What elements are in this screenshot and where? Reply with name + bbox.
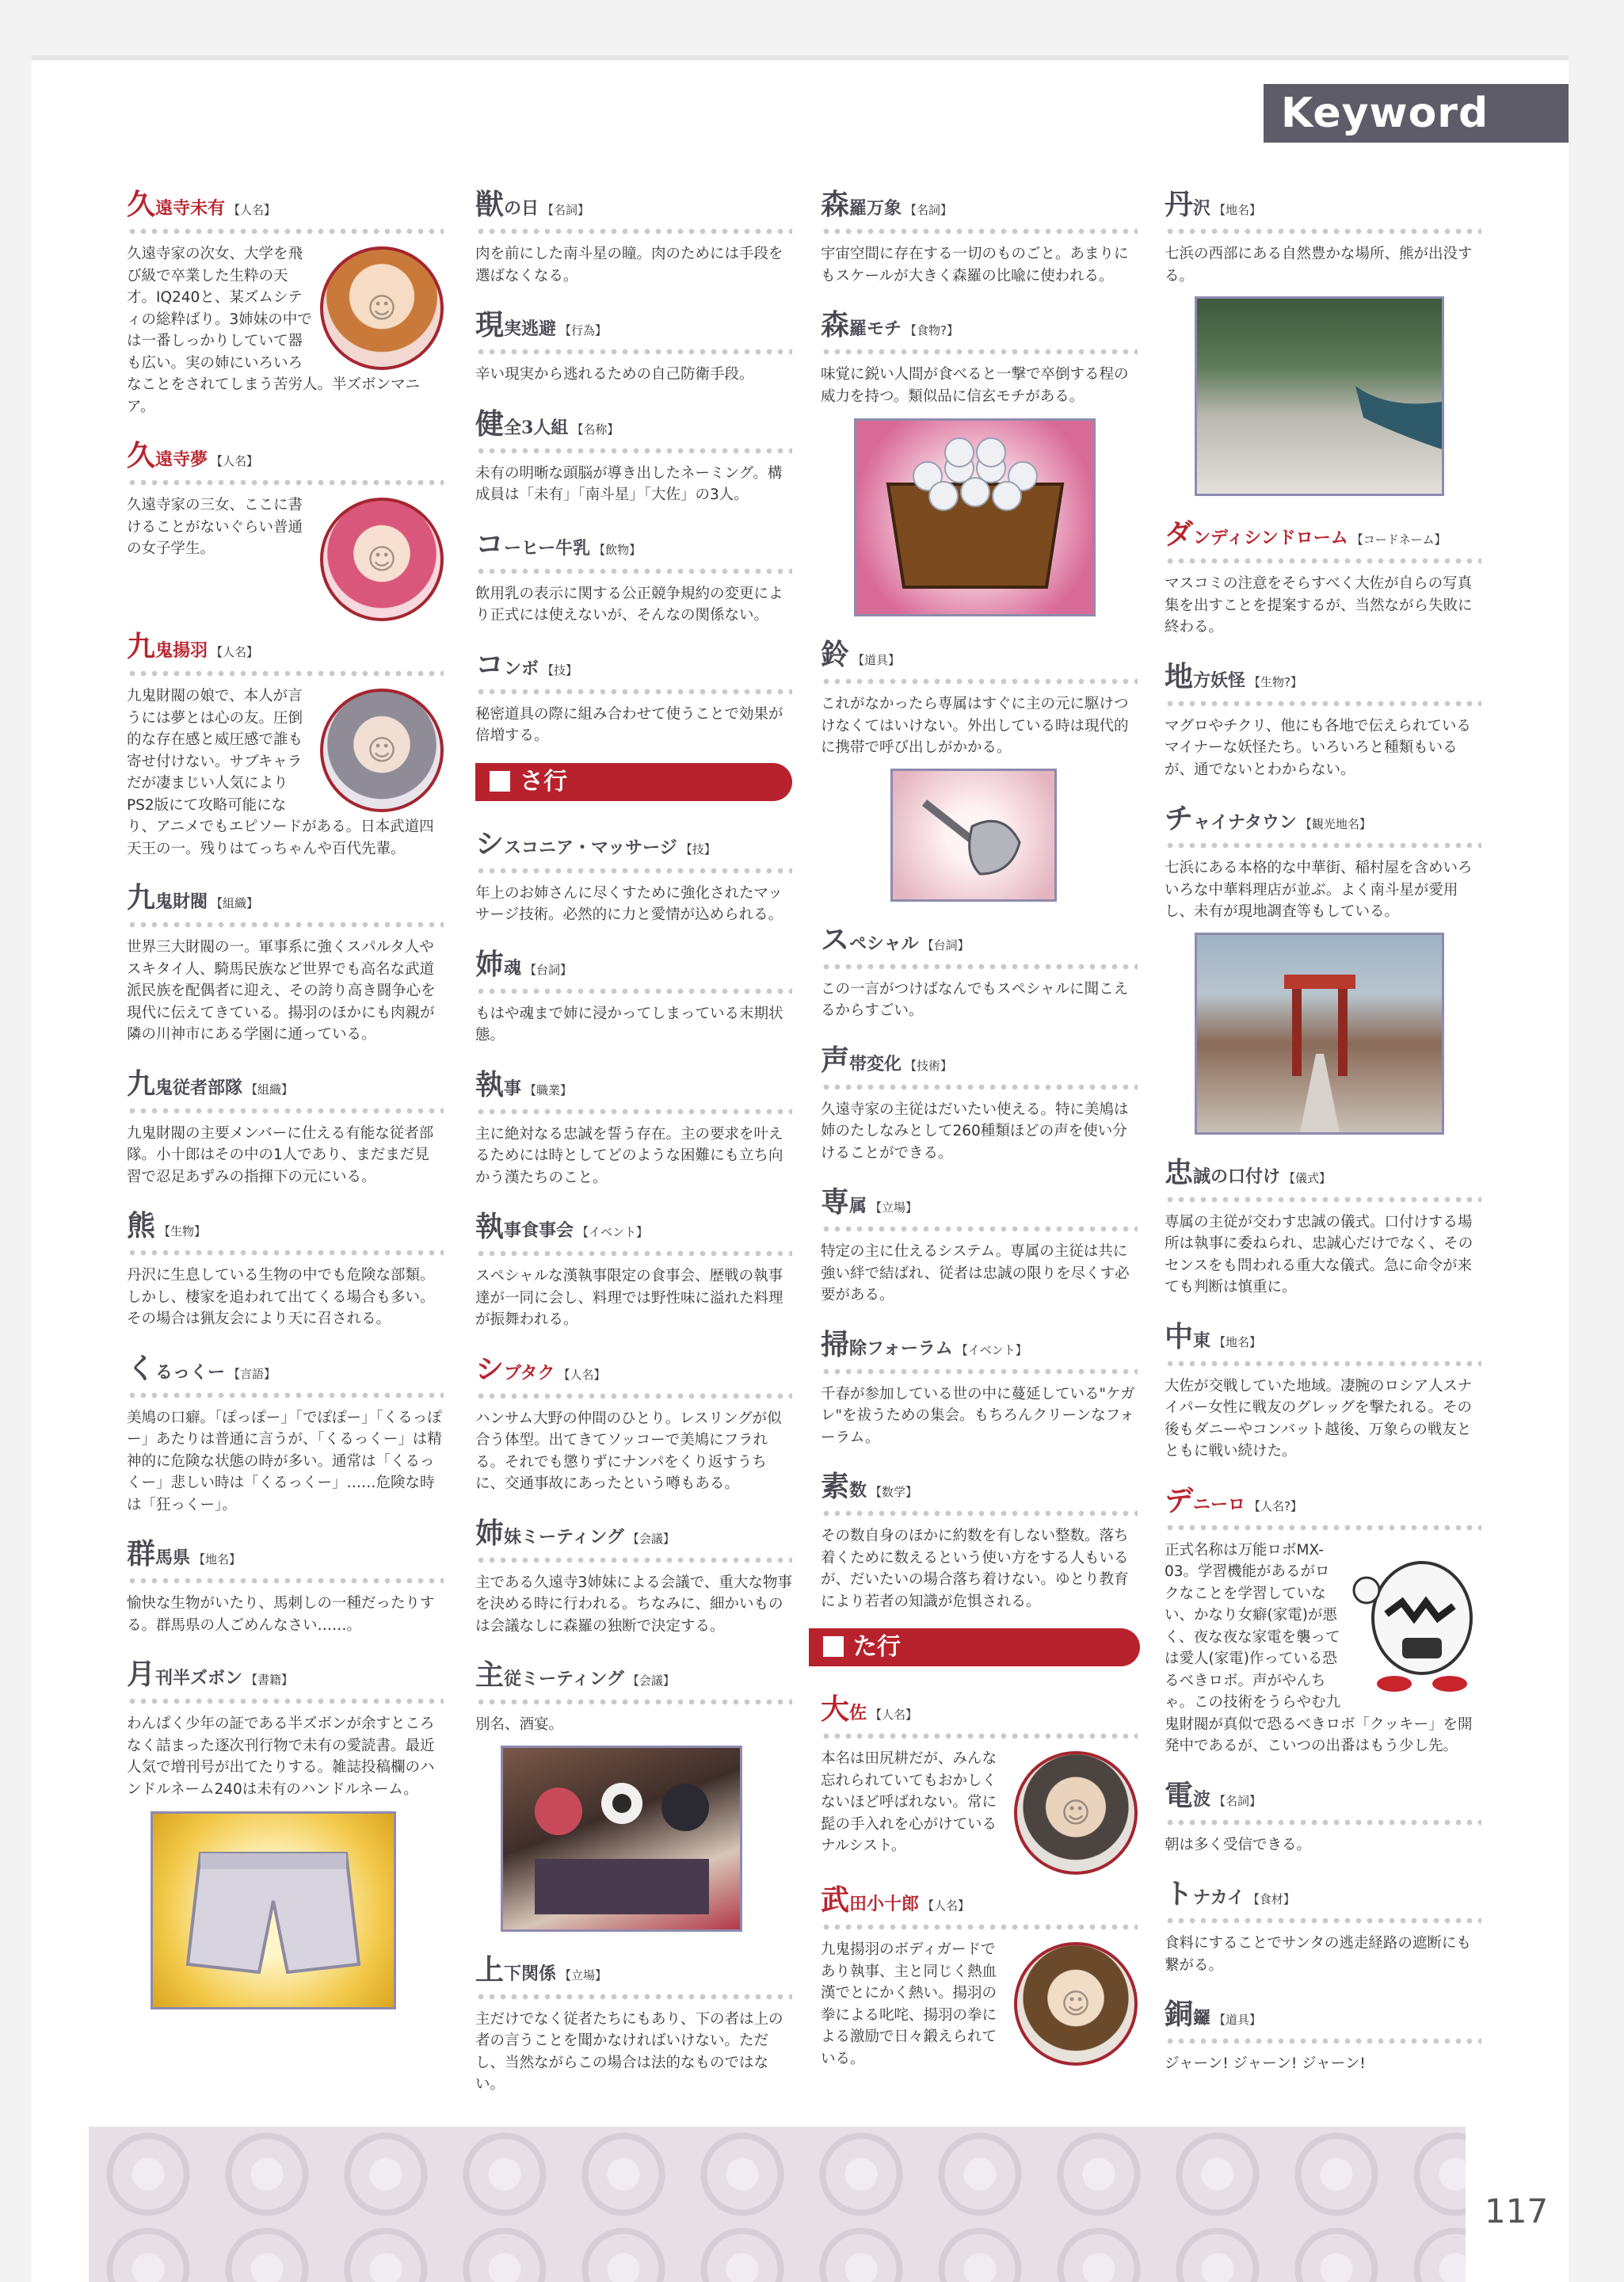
entry-shitsuji <box>475 1063 792 1189</box>
term-tag: 【言語】 <box>228 1366 276 1381</box>
ageha-portrait <box>320 689 444 812</box>
term-tag: 【会議】 <box>627 1531 675 1546</box>
term-tag: 【数学】 <box>870 1485 918 1499</box>
term-initial: 銅 <box>1165 1998 1194 2031</box>
entry-kurukku <box>127 1346 444 1517</box>
term-rest: 田小十郎 <box>849 1894 920 1914</box>
section-label: さ行 <box>520 767 567 796</box>
entry-description: 千春が参加している世の中に蔓延している"ケガレ"を祓うための集会。もちろんクリーンなフォーラム。 <box>821 1385 1135 1446</box>
term-rest: 妹ミーティング <box>504 1526 624 1547</box>
entry-description: 美鳩の口癖。「ぽっぽー」「でぽぽー」「くるっぽー」あたりは普通に言うが、「くるっくー」は精神的に危険な状態の時が多い。通常は「くるっくー」悲しい時は「くるっくー」……危険な時は「狂っくー」。 <box>127 1409 442 1513</box>
term-initial: 九 <box>127 881 156 914</box>
term-rest: 沢 <box>1193 198 1211 219</box>
term-initial: 九 <box>127 630 156 663</box>
entry-description: 世界三大財閥の一。軍事系に強くスパルタ人やスキタイ人、騎馬民族など世界でも高名な武道派民族を配偶者に迎え、その誇り高き闘争心を現代に伝えてきている。揚羽のほかにも肉親が隣の川神市にある学園に通っている。 <box>127 939 436 1043</box>
section-square-icon <box>823 1636 844 1657</box>
entry-description: 味覚に鋭い人間が食べると一撃で卒倒する程の威力を持つ。類似品に信玄モチがある。 <box>821 366 1129 405</box>
term-tag: 【生物】 <box>158 1224 207 1238</box>
entry-description: 七浜にある本格的な中華街、稲村屋を含めいろいろな中華料理店が並ぶ。よく南斗星が愛用し、未有が現地調査等もしている。 <box>1165 860 1473 920</box>
entry-description: 丹沢に生息している生物の中でも危険な部類。しかし、棲家を追われて出てくる場合も多い。その場合は猟友会により天に召される。 <box>127 1267 435 1327</box>
term-rest: 鬼揚羽 <box>155 640 208 661</box>
term-tag: 【道具】 <box>852 653 901 667</box>
entry-joge-kankei <box>475 1948 792 2096</box>
term-initial: 森 <box>821 188 850 221</box>
entry-shinra-bansho <box>821 182 1138 287</box>
entry-description: 主である久遠寺3姉妹による会議で、重大な物事を決める時に行われる。ちなみに、細かいものは会議なしに森羅の独断で決定する。 <box>475 1574 792 1635</box>
shorts-icon <box>153 1814 394 2007</box>
entry-description: この一言がつけばなんでもスペシャルに聞こえるからすごい。 <box>821 980 1129 1019</box>
portrait-icon: ☺ <box>367 543 397 576</box>
term-tag: 【台詞】 <box>921 937 970 952</box>
entry-description: 久遠寺家の次女、大学を飛び級で卒業した生粋の天才。IQ240と、某ズムシティの総粋ばり。3姉妹の中では一番しっかりしていて器も広い。実の姉にいろいろなことをされてしまう苦労人。半ズボンマニア。 <box>127 246 421 415</box>
entry-chuto <box>1165 1315 1481 1463</box>
term-rest: 事 <box>504 1078 522 1099</box>
term-initial: 丹 <box>1165 188 1194 221</box>
entry-kuma <box>127 1204 444 1330</box>
entry-description: 主に絶対なる忠誠を誓う存在。主の要求を叶えるためには時としてどのような困難にも立ち向かう漢たちのこと。 <box>475 1125 783 1186</box>
term-initial: ト <box>1165 1877 1194 1910</box>
term-tag: 【職業】 <box>524 1082 573 1097</box>
term-tag: 【イベント】 <box>577 1225 649 1239</box>
entry-shimai-meeting <box>475 1511 792 1638</box>
term-tag: 【地名】 <box>1214 1334 1262 1349</box>
term-initial: 忠 <box>1165 1155 1194 1189</box>
portrait-icon: ☺ <box>1061 1987 1091 2021</box>
term-tag: 【名詞】 <box>905 203 953 217</box>
entry-description: 九鬼財閥の主要メンバーに仕える有能な従者部隊。小十郎はその中の1人であり、まだまだ見習で忍足あずみの指揮下の元にいる。 <box>127 1124 434 1185</box>
term-initial: 地 <box>1165 659 1194 693</box>
term-tag: 【イベント】 <box>955 1342 1027 1357</box>
deniro-robot-illustration <box>1347 1543 1481 1693</box>
term-tag: 【道具】 <box>1214 2013 1262 2027</box>
term-rest: ニーロ <box>1193 1494 1246 1515</box>
entry-siscornia-massage <box>475 822 792 926</box>
term-rest: 誠の口付け <box>1193 1166 1281 1187</box>
term-rest: 佐 <box>849 1703 867 1723</box>
entry-kuonji-yume <box>127 433 444 576</box>
entry-description: 肉を前にした南斗星の瞳。肉のためには手段を選ばなくなる。 <box>475 246 783 284</box>
entry-description: 久遠寺家の三女、ここに書けることがないぐらい普通の女子学生。 <box>127 497 303 557</box>
term-tag: 【食物?】 <box>905 323 959 338</box>
entry-kuki-zaibatsu <box>127 876 444 1046</box>
column-1 <box>127 182 444 2025</box>
term-rest: ーヒー牛乳 <box>504 537 591 559</box>
entry-shikon <box>475 942 792 1047</box>
entry-souji-forum <box>821 1322 1138 1449</box>
entry-description: 飲用乳の表示に関する公正競争規約の変更により正式には使えないが、そんなの関係ない。 <box>475 585 783 624</box>
river-icon <box>1197 299 1442 494</box>
entry-description: 愉快な生物がいたり、馬刺しの一種だったりする。群馬県の人ごめんなさい……。 <box>127 1595 435 1634</box>
term-rest: 波 <box>1193 1788 1211 1810</box>
mochi-illustration <box>854 418 1096 616</box>
entry-description: 正式名称は万能ロボMX-03。学習機能があるがロクなことを学習していない、かなり女癖(家電)が悪く、夜な夜な家電を襲っては愛人(家電)作っている恐るべきロボ。声がやんちゃ。この技術をうらやむ九鬼財閥が真似で恐るべきロボ「クッキー」を開発中であるが、こいつの出番はもう少し先。 <box>1165 1541 1473 1754</box>
entry-taisa <box>821 1687 1138 1857</box>
term-tag: 【儀式】 <box>1283 1170 1332 1185</box>
term-rest: 遠寺夢 <box>155 449 208 470</box>
term-tag: 【人名?】 <box>1248 1498 1302 1513</box>
term-rest: 羅万象 <box>849 198 902 219</box>
term-rest: 数 <box>849 1480 867 1501</box>
term-tag: 【人名】 <box>211 645 259 659</box>
term-tag: 【飲物】 <box>593 542 642 557</box>
miu-portrait <box>320 246 444 370</box>
entry-description: これがなかったら専属はすぐに主の元に駆けつけなくてはいけない。外出している時は現代的に携帯で呼び出しがかかる。 <box>821 696 1129 756</box>
entry-shinra-mochi <box>821 303 1138 616</box>
entry-dora <box>1165 1992 1481 2075</box>
section-ta-row <box>809 1628 1140 1666</box>
entry-kenzen-3ningumi <box>475 402 792 506</box>
term-rest: ンディシンドローム <box>1193 528 1348 548</box>
portrait-icon: ☺ <box>367 292 397 325</box>
term-rest: ブタク <box>504 1362 555 1383</box>
term-initial: チ <box>1165 802 1194 835</box>
entry-description: 宇宙空間に存在する一切のものごと。あまりにもスケールが大きく森羅の比喩に使われる。 <box>821 246 1129 284</box>
term-initial: 鈴 <box>821 638 850 671</box>
entry-description: 食料にすることでサンタの逃走経路の遮断にも繋がる。 <box>1165 1935 1471 1974</box>
entry-shibutaku <box>475 1347 792 1495</box>
entry-chusei-kuchizuke <box>1165 1151 1481 1299</box>
entry-chiho-yokai <box>1165 654 1481 781</box>
term-initial: シ <box>475 1352 505 1386</box>
entry-description: 九鬼揚羽のボディガードであり執事、主と同じく熱血漢でとにかく熱い。揚羽の拳による叱咤、揚羽の拳による激励で日々鍛えられている。 <box>821 1941 997 2067</box>
entry-description: 別名、酒宴。 <box>475 1716 564 1733</box>
entry-kuonji-miu <box>127 182 444 418</box>
term-rest: 属 <box>849 1196 867 1216</box>
entry-genjitsu-tohi <box>475 303 792 386</box>
column-2 <box>475 182 792 2112</box>
entry-coffee-milk <box>475 522 792 627</box>
term-initial: 森 <box>821 308 850 342</box>
term-initial: 熊 <box>127 1209 156 1242</box>
term-rest: ャイナタウン <box>1193 812 1297 833</box>
term-tag: 【立場】 <box>559 1967 608 1982</box>
entry-description: スペシャルな漢執事限定の食事会、歴戦の執事達が一同に会し、料理では野性味に溢れた料理が振舞われる。 <box>475 1268 783 1328</box>
entry-gekkan-hanzubon <box>127 1652 444 2009</box>
entry-combo <box>475 643 792 747</box>
gate-icon <box>1197 935 1442 1132</box>
entry-description: 年上のお姉さんに尽くすために強化されたマッサージ技術。必然的に力と愛情が込められる。 <box>475 884 783 923</box>
term-rest: 魂 <box>504 957 522 979</box>
term-initial: 素 <box>821 1470 850 1503</box>
column-3 <box>821 182 1138 2085</box>
term-rest: 事食事会 <box>504 1220 574 1241</box>
entry-tanzawa <box>1165 182 1481 496</box>
column-4 <box>1165 182 1481 2091</box>
section-sa-row <box>475 763 792 801</box>
term-tag: 【組織】 <box>211 896 259 910</box>
term-tag: 【立場】 <box>870 1200 918 1215</box>
page-number: 117 <box>1485 2192 1549 2230</box>
entry-kuki-ageha <box>127 624 444 860</box>
term-initial: 大 <box>821 1692 850 1726</box>
term-initial: 月 <box>127 1658 156 1691</box>
entry-senzoku <box>821 1180 1138 1307</box>
term-initial: 専 <box>821 1185 850 1219</box>
term-initial: 主 <box>475 1658 505 1692</box>
term-initial: 姉 <box>475 1516 505 1550</box>
term-tag: 【人名】 <box>870 1708 918 1722</box>
shorts-illustration <box>151 1811 396 2009</box>
entry-shitsuji-shokujikai <box>475 1204 792 1331</box>
term-initial: 現 <box>475 308 505 342</box>
term-tag: 【コードネーム】 <box>1351 532 1447 547</box>
term-tag: 【組織】 <box>246 1082 294 1097</box>
section-label: た行 <box>853 1633 901 1661</box>
term-rest: 下関係 <box>504 1963 557 1984</box>
section-square-icon <box>490 771 510 792</box>
entry-deniro <box>1165 1479 1481 1757</box>
entry-shuju-meeting <box>475 1653 792 1932</box>
term-tag: 【書籍】 <box>246 1673 294 1687</box>
entry-description: 本名は田尻耕だが、みんな忘れられていてもおかしくないほど呼ばれない。常に髭の手入れを心がけているナルシスト。 <box>821 1750 997 1854</box>
ornamental-footer-band <box>89 2127 1466 2282</box>
term-initial: 執 <box>475 1067 505 1101</box>
term-tag: 【地名】 <box>1214 203 1262 217</box>
entry-description: もはや魂まで姉に浸かってしまっている末期状態。 <box>475 1005 783 1044</box>
term-tag: 【行為】 <box>559 323 608 338</box>
term-rest: 従ミーティング <box>504 1669 624 1689</box>
term-rest: 全3人組 <box>504 417 569 438</box>
entry-description: 辛い現実から逃れるための自己防衛手段。 <box>475 366 754 383</box>
term-tag: 【人名】 <box>211 454 259 468</box>
term-tag: 【人名】 <box>558 1367 606 1382</box>
term-tag: 【台詞】 <box>524 962 573 977</box>
yume-portrait <box>320 498 444 621</box>
entry-suzu <box>821 632 1138 902</box>
entry-description: 特定の主に仕えるシステム。専属の主従は共に強い絆で結ばれ、従者は忠誠の限りを尽くす必要がある。 <box>821 1243 1130 1303</box>
entry-description: 九鬼財閥の娘で、本人が言うには夢とは心の友。圧倒的な存在感と威圧感で誰も寄せ付けない。サブキャラだが凄まじい人気によりPS2版にて攻略可能になり、アニメでもエピソードがある。日本武道四天王の一。残りはてっちゃんや百代先輩。 <box>127 688 434 857</box>
entry-description: ハンサム大野の仲間のひとり。レスリングが似合う体型。出てきてソッコーで美鳩にフラれる。それでも懲りずにナンパをくり返すうちに、交通事故にあったという噂もある。 <box>475 1410 782 1492</box>
entry-chinatown <box>1165 796 1481 1135</box>
term-rest: ンボ <box>504 658 539 679</box>
term-rest: るっくー <box>155 1361 226 1383</box>
term-tag: 【人名】 <box>228 203 276 217</box>
term-tag: 【名詞】 <box>542 203 590 217</box>
term-initial: 久 <box>127 439 156 472</box>
term-initial: コ <box>475 527 505 561</box>
term-rest: 馬県 <box>155 1547 191 1568</box>
term-initial: 中 <box>1165 1319 1194 1353</box>
banquet-scene-icon <box>503 1748 740 1929</box>
entry-sosu <box>821 1464 1138 1612</box>
term-initial: 執 <box>475 1210 505 1243</box>
term-initial: シ <box>475 826 505 861</box>
bell-illustration <box>890 769 1057 902</box>
term-rest: スコニア・マッサージ <box>504 837 677 858</box>
keyword-header: Keyword <box>1264 84 1569 143</box>
entry-special <box>821 918 1138 1022</box>
entry-description: ジャーン! ジャーン! ジャーン! <box>1165 2055 1366 2072</box>
term-tag: 【人名】 <box>922 1898 970 1913</box>
entry-description: 久遠寺家の主従はだいたい使える。特に美鳩は姉のたしなみとして260種類ほどの声を使い分けることができる。 <box>821 1101 1129 1162</box>
entry-description: 朝は多く受信できる。 <box>1165 1836 1312 1853</box>
kojuro-portrait <box>1014 1942 1138 2066</box>
entry-takeda-kojuro <box>821 1878 1138 2070</box>
term-initial: 掃 <box>821 1327 850 1361</box>
entry-description: マスコミの注意をそらすべく大佐が自らの写真集を出すことを提案するが、当然ながら失敗に終わる。 <box>1165 575 1473 635</box>
entry-tonakai <box>1165 1872 1481 1976</box>
term-initial: 武 <box>821 1883 850 1917</box>
term-tag: 【会議】 <box>627 1673 675 1688</box>
term-rest: 帯変化 <box>849 1053 902 1074</box>
chinatown-photo <box>1195 933 1444 1135</box>
mochi-box-icon <box>856 421 1093 614</box>
entry-gunma <box>127 1532 444 1636</box>
term-tag: 【名称】 <box>571 422 619 437</box>
term-initial: 獣 <box>475 188 505 221</box>
entry-description: その数自身のほかに約数を有しない整数。落ち着くために数えるという使い方をする人もいるが、だいたいの場合落ち着けない。ゆとり教育により若者の知識が危惧される。 <box>821 1528 1129 1610</box>
term-initial: 久 <box>127 188 156 221</box>
term-rest: 東 <box>1193 1330 1211 1351</box>
top-rule <box>32 55 1569 60</box>
term-initial: 電 <box>1165 1778 1194 1812</box>
term-rest: の日 <box>504 198 539 219</box>
portrait-icon: ☺ <box>1061 1796 1091 1830</box>
term-tag: 【食材】 <box>1247 1892 1295 1906</box>
term-initial: 九 <box>127 1067 156 1101</box>
term-tag: 【観光地名】 <box>1299 817 1371 831</box>
term-initial: 群 <box>127 1537 156 1570</box>
term-rest: ペシャル <box>849 933 919 954</box>
term-tag: 【生物?】 <box>1248 674 1302 689</box>
term-rest: 鬼従者部隊 <box>155 1077 243 1098</box>
entry-description: わんぱく少年の証である半ズボンが余すところなく詰まった逐次刊行物で未有の愛読書。最近人気で増刊号が出てたりする。雑誌投稿欄のハンドルネーム240は未有のハンドルネーム。 <box>127 1715 435 1798</box>
term-rest: 羅モチ <box>849 319 902 339</box>
entry-dandy-syndrome <box>1165 512 1481 639</box>
entry-description: マグロやチクリ、他にも各地で伝えられているマイナーな妖怪たち。いろいろと種類もいるが、通でないとわからない。 <box>1165 717 1471 778</box>
entry-description: 専属の主従が交わす忠誠の儀式。口付けする場所は執事に委ねられ、忠誠心だけでなく、そのセンスをも問われる重大な儀式。急に命令が来ても判断は慎重に。 <box>1165 1213 1473 1296</box>
term-initial: デ <box>1165 1483 1194 1517</box>
entry-description: 未有の明晰な頭脳が導き出したネーミング。構成員は「未有」「南斗星」「大佐」の3人。 <box>475 464 783 503</box>
entry-kuki-jusha <box>127 1062 444 1189</box>
term-rest: 鑼 <box>1193 2008 1211 2028</box>
term-initial: ス <box>821 922 850 956</box>
term-initial: 姉 <box>475 947 505 981</box>
banquet-screenshot <box>501 1746 742 1932</box>
term-initial: 上 <box>475 1952 505 1986</box>
term-rest: 方妖怪 <box>1193 670 1246 691</box>
term-initial: く <box>127 1351 156 1385</box>
term-rest: 遠寺未有 <box>155 198 226 219</box>
robot-icon <box>1347 1543 1481 1693</box>
term-rest: 鬼財閥 <box>155 891 208 912</box>
term-initial: 健 <box>475 406 505 441</box>
entry-denpa <box>1165 1773 1481 1857</box>
tanzawa-photo <box>1195 296 1444 496</box>
taisa-portrait <box>1014 1751 1138 1875</box>
entry-kemono-no-hi <box>475 182 792 287</box>
entry-description: 大佐が交戦していた地域。凄腕のロシア人スナイパー女性に戦友のグレッグを撃たれる。その後もダニーやコンバット越後、万象らの戦友とともに戦い続けた。 <box>1165 1377 1473 1460</box>
term-rest: 刊半ズボン <box>155 1668 243 1689</box>
entry-description: 七浜の西部にある自然豊かな場所、熊が出没する。 <box>1165 246 1473 284</box>
term-initial: コ <box>475 647 505 681</box>
term-tag: 【名詞】 <box>1214 1793 1262 1808</box>
term-tag: 【地名】 <box>193 1552 242 1566</box>
entry-seitai-henka <box>821 1038 1138 1165</box>
term-tag: 【技】 <box>680 841 716 857</box>
entry-description: 主だけでなく従者たちにもあり、下の者は上の者の言うことを聞かなければいけない。ただし、当然ながらこの場合は法的なものではない。 <box>475 2010 783 2093</box>
term-tag: 【技術】 <box>905 1058 953 1073</box>
term-tag: 【技】 <box>542 662 578 677</box>
term-initial: ダ <box>1165 517 1194 551</box>
term-initial: 声 <box>821 1043 850 1077</box>
term-rest: 実逃避 <box>504 319 557 339</box>
term-rest: 除フォーラム <box>849 1338 953 1359</box>
entry-description: 秘密道具の際に組み合わせて使うことで効果が倍増する。 <box>475 705 783 744</box>
bell-icon <box>893 771 1054 899</box>
portrait-icon: ☺ <box>367 734 397 767</box>
term-rest: ナカイ <box>1193 1887 1245 1908</box>
